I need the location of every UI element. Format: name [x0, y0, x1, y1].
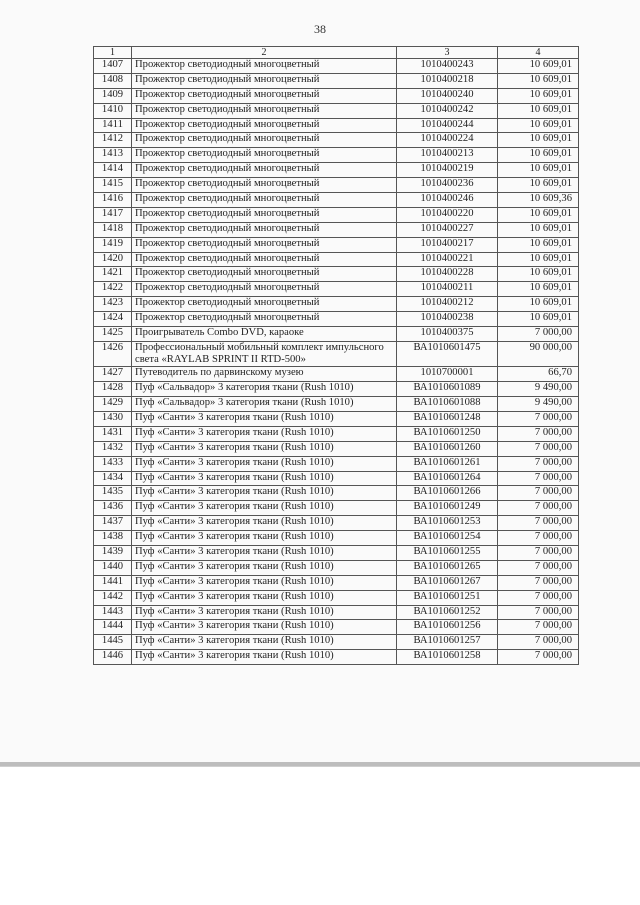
- row-number: 1436: [94, 501, 132, 516]
- table-row: [94, 312, 579, 327]
- table-row: [94, 426, 579, 441]
- table-row: [94, 133, 579, 148]
- item-value: 7 000,00: [498, 471, 579, 486]
- item-value: 10 609,01: [498, 297, 579, 312]
- table-row: [94, 193, 579, 208]
- table-row: [94, 620, 579, 635]
- row-number: 1415: [94, 178, 132, 193]
- row-number: 1416: [94, 193, 132, 208]
- item-value: 9 490,00: [498, 397, 579, 412]
- row-number: 1409: [94, 88, 132, 103]
- table-row: [94, 456, 579, 471]
- inventory-code: ВА1010601258: [397, 650, 498, 665]
- inventory-code: 1010400221: [397, 252, 498, 267]
- row-number: 1408: [94, 73, 132, 88]
- item-name: Пуф «Сальвадор» 3 категория ткани (Rush 1010): [132, 397, 397, 412]
- row-number: 1446: [94, 650, 132, 665]
- item-value: 10 609,01: [498, 267, 579, 282]
- table-row: [94, 590, 579, 605]
- inventory-code: ВА1010601255: [397, 546, 498, 561]
- item-name: Прожектор светодиодный многоцветный: [132, 207, 397, 222]
- table-row: [94, 516, 579, 531]
- row-number: 1432: [94, 441, 132, 456]
- row-number: 1417: [94, 207, 132, 222]
- row-number: 1425: [94, 327, 132, 342]
- item-name: Прожектор светодиодный многоцветный: [132, 222, 397, 237]
- item-value: 10 609,36: [498, 193, 579, 208]
- item-name: Пуф «Санти» 3 категория ткани (Rush 1010): [132, 650, 397, 665]
- inventory-code: 1010400213: [397, 148, 498, 163]
- table-row: [94, 297, 579, 312]
- item-name: Пуф «Санти» 3 категория ткани (Rush 1010): [132, 426, 397, 441]
- row-number: 1423: [94, 297, 132, 312]
- item-name: Пуф «Санти» 3 категория ткани (Rush 1010): [132, 590, 397, 605]
- row-number: 1437: [94, 516, 132, 531]
- table-row: [94, 501, 579, 516]
- table-row: [94, 635, 579, 650]
- item-value: 7 000,00: [498, 327, 579, 342]
- item-value: 7 000,00: [498, 546, 579, 561]
- item-value: 7 000,00: [498, 575, 579, 590]
- item-name: Прожектор светодиодный многоцветный: [132, 59, 397, 74]
- inventory-code: 1010400227: [397, 222, 498, 237]
- table-row: [94, 575, 579, 590]
- row-number: 1431: [94, 426, 132, 441]
- item-value: 10 609,01: [498, 312, 579, 327]
- inventory-code: 1010400238: [397, 312, 498, 327]
- table-row: [94, 73, 579, 88]
- inventory-code: ВА1010601252: [397, 605, 498, 620]
- page-number: 38: [314, 22, 326, 36]
- item-value: 7 000,00: [498, 516, 579, 531]
- table-row: [94, 412, 579, 427]
- item-value: 10 609,01: [498, 73, 579, 88]
- row-number: 1435: [94, 486, 132, 501]
- table-row: [94, 650, 579, 665]
- row-number: 1440: [94, 560, 132, 575]
- row-number: 1441: [94, 575, 132, 590]
- row-number: 1445: [94, 635, 132, 650]
- row-number: 1430: [94, 412, 132, 427]
- inventory-code: 1010400217: [397, 237, 498, 252]
- table-header-row: [94, 47, 579, 59]
- item-value: 9 490,00: [498, 382, 579, 397]
- item-value: 10 609,01: [498, 252, 579, 267]
- inventory-code: 1010700001: [397, 367, 498, 382]
- item-value: 10 609,01: [498, 133, 579, 148]
- table-row: [94, 546, 579, 561]
- item-value: 10 609,01: [498, 148, 579, 163]
- table-row: [94, 88, 579, 103]
- item-value: 7 000,00: [498, 441, 579, 456]
- item-value: 10 609,01: [498, 178, 579, 193]
- row-number: 1414: [94, 163, 132, 178]
- item-name: Прожектор светодиодный многоцветный: [132, 148, 397, 163]
- item-name: Пуф «Санти» 3 категория ткани (Rush 1010): [132, 486, 397, 501]
- row-number: 1410: [94, 103, 132, 118]
- table-row: [94, 397, 579, 412]
- item-name: Проигрыватель Combo DVD, караоке: [132, 327, 397, 342]
- item-name: Прожектор светодиодный многоцветный: [132, 133, 397, 148]
- table-row: [94, 486, 579, 501]
- item-name: Прожектор светодиодный многоцветный: [132, 267, 397, 282]
- item-value: 10 609,01: [498, 222, 579, 237]
- table-row: [94, 382, 579, 397]
- row-number: 1428: [94, 382, 132, 397]
- item-value: 10 609,01: [498, 282, 579, 297]
- item-name: Пуф «Санти» 3 категория ткани (Rush 1010): [132, 605, 397, 620]
- item-name: Пуф «Санти» 3 категория ткани (Rush 1010): [132, 531, 397, 546]
- table-row: [94, 341, 579, 366]
- inventory-code: ВА1010601089: [397, 382, 498, 397]
- item-value: 7 000,00: [498, 635, 579, 650]
- inventory-code: ВА1010601250: [397, 426, 498, 441]
- row-number: 1413: [94, 148, 132, 163]
- table-row: [94, 367, 579, 382]
- inventory-code: 1010400244: [397, 118, 498, 133]
- table-row: [94, 560, 579, 575]
- item-name: Прожектор светодиодный многоцветный: [132, 297, 397, 312]
- item-name: Прожектор светодиодный многоцветный: [132, 103, 397, 118]
- item-name: Пуф «Санти» 3 категория ткани (Rush 1010): [132, 456, 397, 471]
- inventory-code: ВА1010601475: [397, 341, 498, 366]
- column-header-4: 4: [498, 47, 579, 59]
- item-value: 10 609,01: [498, 207, 579, 222]
- item-value: 7 000,00: [498, 590, 579, 605]
- table-row: [94, 59, 579, 74]
- item-value: 66,70: [498, 367, 579, 382]
- column-header-3: 3: [397, 47, 498, 59]
- inventory-code: 1010400242: [397, 103, 498, 118]
- row-number: 1411: [94, 118, 132, 133]
- item-value: 90 000,00: [498, 341, 579, 366]
- inventory-code: ВА1010601266: [397, 486, 498, 501]
- inventory-code: 1010400236: [397, 178, 498, 193]
- item-name: Прожектор светодиодный многоцветный: [132, 237, 397, 252]
- row-number: 1418: [94, 222, 132, 237]
- inventory-code: 1010400212: [397, 297, 498, 312]
- row-number: 1426: [94, 341, 132, 366]
- table-row: [94, 441, 579, 456]
- inventory-code: 1010400220: [397, 207, 498, 222]
- inventory-code: ВА1010601260: [397, 441, 498, 456]
- table-row: [94, 237, 579, 252]
- inventory-code: ВА1010601253: [397, 516, 498, 531]
- item-name: Пуф «Санти» 3 категория ткани (Rush 1010): [132, 412, 397, 427]
- row-number: 1424: [94, 312, 132, 327]
- item-name: Прожектор светодиодный многоцветный: [132, 312, 397, 327]
- inventory-code: 1010400211: [397, 282, 498, 297]
- item-value: 10 609,01: [498, 88, 579, 103]
- item-name: Пуф «Санти» 3 категория ткани (Rush 1010): [132, 620, 397, 635]
- item-name: Пуф «Санти» 3 категория ткани (Rush 1010): [132, 635, 397, 650]
- row-number: 1429: [94, 397, 132, 412]
- row-number: 1407: [94, 59, 132, 74]
- item-name: Прожектор светодиодный многоцветный: [132, 282, 397, 297]
- inventory-code: 1010400228: [397, 267, 498, 282]
- table-row: [94, 118, 579, 133]
- item-name: Пуф «Санти» 3 категория ткани (Rush 1010): [132, 560, 397, 575]
- inventory-code: 1010400246: [397, 193, 498, 208]
- item-name: Прожектор светодиодный многоцветный: [132, 118, 397, 133]
- column-header-1: 1: [94, 47, 132, 59]
- item-value: 10 609,01: [498, 59, 579, 74]
- table-row: [94, 163, 579, 178]
- inventory-code: ВА1010601249: [397, 501, 498, 516]
- item-value: 10 609,01: [498, 163, 579, 178]
- row-number: 1438: [94, 531, 132, 546]
- inventory-code: 1010400240: [397, 88, 498, 103]
- item-value: 7 000,00: [498, 531, 579, 546]
- item-value: 7 000,00: [498, 560, 579, 575]
- row-number: 1442: [94, 590, 132, 605]
- row-number: 1443: [94, 605, 132, 620]
- item-name: Прожектор светодиодный многоцветный: [132, 193, 397, 208]
- inventory-code: ВА1010601264: [397, 471, 498, 486]
- item-value: 7 000,00: [498, 426, 579, 441]
- table-row: [94, 282, 579, 297]
- item-name: Прожектор светодиодный многоцветный: [132, 163, 397, 178]
- row-number: 1412: [94, 133, 132, 148]
- item-name: Пуф «Санти» 3 категория ткани (Rush 1010): [132, 471, 397, 486]
- item-value: 7 000,00: [498, 486, 579, 501]
- inventory-code: ВА1010601257: [397, 635, 498, 650]
- item-value: 7 000,00: [498, 620, 579, 635]
- item-value: 7 000,00: [498, 650, 579, 665]
- table-row: [94, 605, 579, 620]
- item-name: Прожектор светодиодный многоцветный: [132, 178, 397, 193]
- item-name: Пуф «Сальвадор» 3 категория ткани (Rush 1010): [132, 382, 397, 397]
- table-row: [94, 252, 579, 267]
- table-row: [94, 531, 579, 546]
- item-value: 10 609,01: [498, 118, 579, 133]
- item-name: Пуф «Санти» 3 категория ткани (Rush 1010): [132, 575, 397, 590]
- item-name: Пуф «Санти» 3 категория ткани (Rush 1010): [132, 546, 397, 561]
- row-number: 1439: [94, 546, 132, 561]
- item-name: Прожектор светодиодный многоцветный: [132, 252, 397, 267]
- item-name: Прожектор светодиодный многоцветный: [132, 88, 397, 103]
- row-number: 1422: [94, 282, 132, 297]
- item-name: Путеводитель по дарвинскому музею: [132, 367, 397, 382]
- inventory-code: ВА1010601088: [397, 397, 498, 412]
- table-row: [94, 471, 579, 486]
- table-row: [94, 103, 579, 118]
- row-number: 1434: [94, 471, 132, 486]
- item-name: Прожектор светодиодный многоцветный: [132, 73, 397, 88]
- item-value: 7 000,00: [498, 456, 579, 471]
- inventory-code: ВА1010601256: [397, 620, 498, 635]
- table-row: [94, 267, 579, 282]
- item-value: 10 609,01: [498, 103, 579, 118]
- inventory-code: ВА1010601251: [397, 590, 498, 605]
- item-value: 7 000,00: [498, 501, 579, 516]
- inventory-code: ВА1010601265: [397, 560, 498, 575]
- row-number: 1433: [94, 456, 132, 471]
- inventory-code: 1010400243: [397, 59, 498, 74]
- item-name: Профессиональный мобильный комплект импульсного света «RAYLAB SPRINT II RTD-500»: [132, 341, 397, 366]
- inventory-code: ВА1010601267: [397, 575, 498, 590]
- item-value: 7 000,00: [498, 605, 579, 620]
- table-row: [94, 148, 579, 163]
- inventory-code: 1010400375: [397, 327, 498, 342]
- table-row: [94, 207, 579, 222]
- page-edge-shadow: [0, 762, 640, 766]
- inventory-code: ВА1010601254: [397, 531, 498, 546]
- table-row: [94, 178, 579, 193]
- row-number: 1427: [94, 367, 132, 382]
- item-name: Пуф «Санти» 3 категория ткани (Rush 1010): [132, 516, 397, 531]
- inventory-code: ВА1010601261: [397, 456, 498, 471]
- inventory-table: [93, 46, 579, 665]
- item-name: Пуф «Санти» 3 категория ткани (Rush 1010): [132, 501, 397, 516]
- row-number: 1420: [94, 252, 132, 267]
- item-value: 7 000,00: [498, 412, 579, 427]
- table-row: [94, 222, 579, 237]
- inventory-code: 1010400218: [397, 73, 498, 88]
- row-number: 1419: [94, 237, 132, 252]
- row-number: 1444: [94, 620, 132, 635]
- item-name: Пуф «Санти» 3 категория ткани (Rush 1010): [132, 441, 397, 456]
- row-number: 1421: [94, 267, 132, 282]
- item-value: 10 609,01: [498, 237, 579, 252]
- inventory-code: ВА1010601248: [397, 412, 498, 427]
- column-header-2: 2: [132, 47, 397, 59]
- inventory-code: 1010400219: [397, 163, 498, 178]
- table-row: [94, 327, 579, 342]
- inventory-code: 1010400224: [397, 133, 498, 148]
